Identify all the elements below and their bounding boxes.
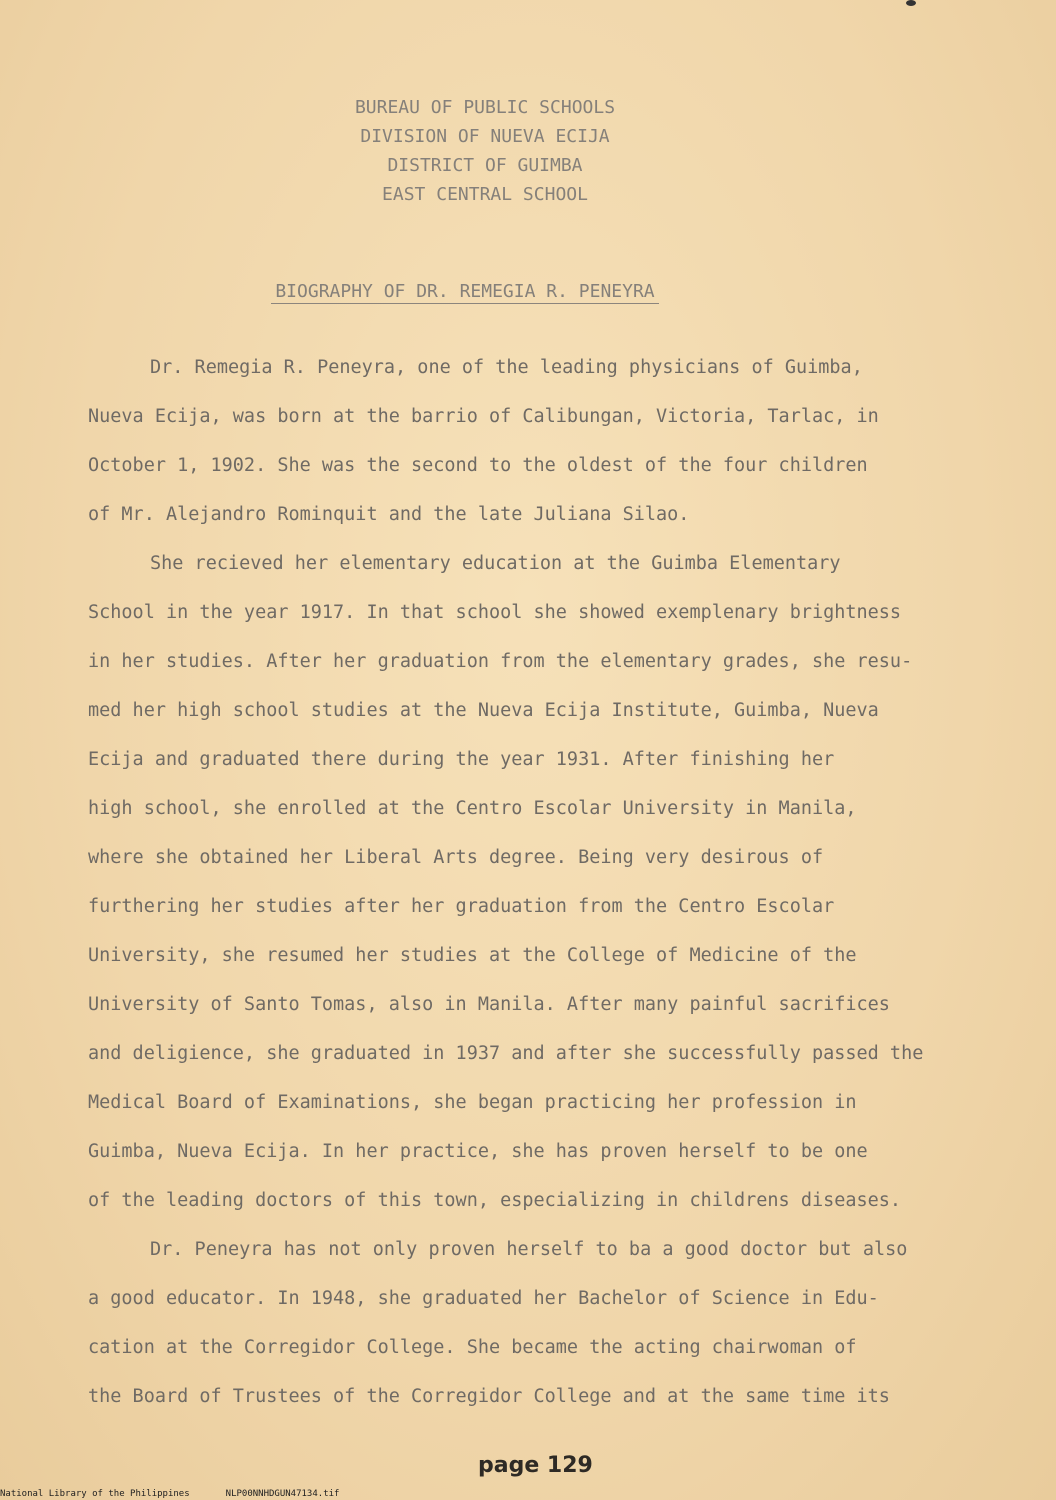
text-line: October 1, 1902. She was the second to the oldest of the four children [88,455,868,476]
text-line: Ecija and graduated there during the year 1931. After finishing her [88,749,835,770]
library-credit: National Library of the Philippines [0,1489,190,1499]
text-line: of Mr. Alejandro Rominquit and the late Juliana Silao. [88,504,690,525]
school-header [0,93,970,209]
text-line: the Board of Trustees of the Corregidor College and at the same time its [88,1386,890,1407]
header-line-bureau: BUREAU OF PUBLIC SCHOOLS [354,97,616,118]
text-line: She recieved her elementary education at the Guimba Elementary [150,553,841,574]
header-line-school: EAST CENTRAL SCHOOL [382,184,588,205]
paragraph-education [88,539,1008,1225]
text-line: and deligience, she graduated in 1937 and after she successfully passed the [88,1043,924,1064]
text-line: University, she resumed her studies at the College of Medicine of the [88,945,857,966]
text-line: med her high school studies at the Nueva Ecija Institute, Guimba, Nueva [88,700,879,721]
text-line: high school, she enrolled at the Centro Escolar University in Manila, [88,798,857,819]
text-line: furthering her studies after her graduation from the Centro Escolar [88,896,835,917]
text-line: Nueva Ecija, was born at the barrio of Calibungan, Victoria, Tarlac, in [88,406,879,427]
document-title-text: BIOGRAPHY OF DR. REMEGIA R. PENEYRA [271,281,658,304]
text-line: cation at the Corregidor College. She became the acting chairwoman of [88,1337,857,1358]
text-line: Medical Board of Examinations, she began practicing her profession in [88,1092,857,1113]
document-title [0,281,930,302]
scan-blemish [906,0,916,6]
paragraph-educator [88,1225,1008,1421]
text-line: in her studies. After her graduation from the elementary grades, she resu- [88,651,913,672]
text-line: Dr. Peneyra has not only proven herself to ba a good doctor but also [150,1239,908,1260]
text-line: where she obtained her Liberal Arts degree. Being very desirous of [88,847,824,868]
header-line-division: DIVISION OF NUEVA ECIJA [360,126,610,147]
scan-footer [0,1489,339,1499]
text-line: Guimba, Nueva Ecija. In her practice, she has proven herself to be one [88,1141,868,1162]
header-line-district: DISTRICT OF GUIMBA [387,155,583,176]
text-line: Dr. Remegia R. Peneyra, one of the leading physicians of Guimba, [150,357,863,378]
text-line: School in the year 1917. In that school she showed exemplenary brightness [88,602,902,623]
text-line: a good educator. In 1948, she graduated her Bachelor of Science in Edu- [88,1288,879,1309]
paragraph-birth [88,343,1008,539]
text-line: of the leading doctors of this town, especializing in childrens diseases. [88,1190,902,1211]
text-line: University of Santo Tomas, also in Manila. After many painful sacrifices [88,994,890,1015]
file-id: NLP00NNHDGUN47134.tif [225,1489,340,1499]
page-number: page 129 [478,1453,593,1478]
